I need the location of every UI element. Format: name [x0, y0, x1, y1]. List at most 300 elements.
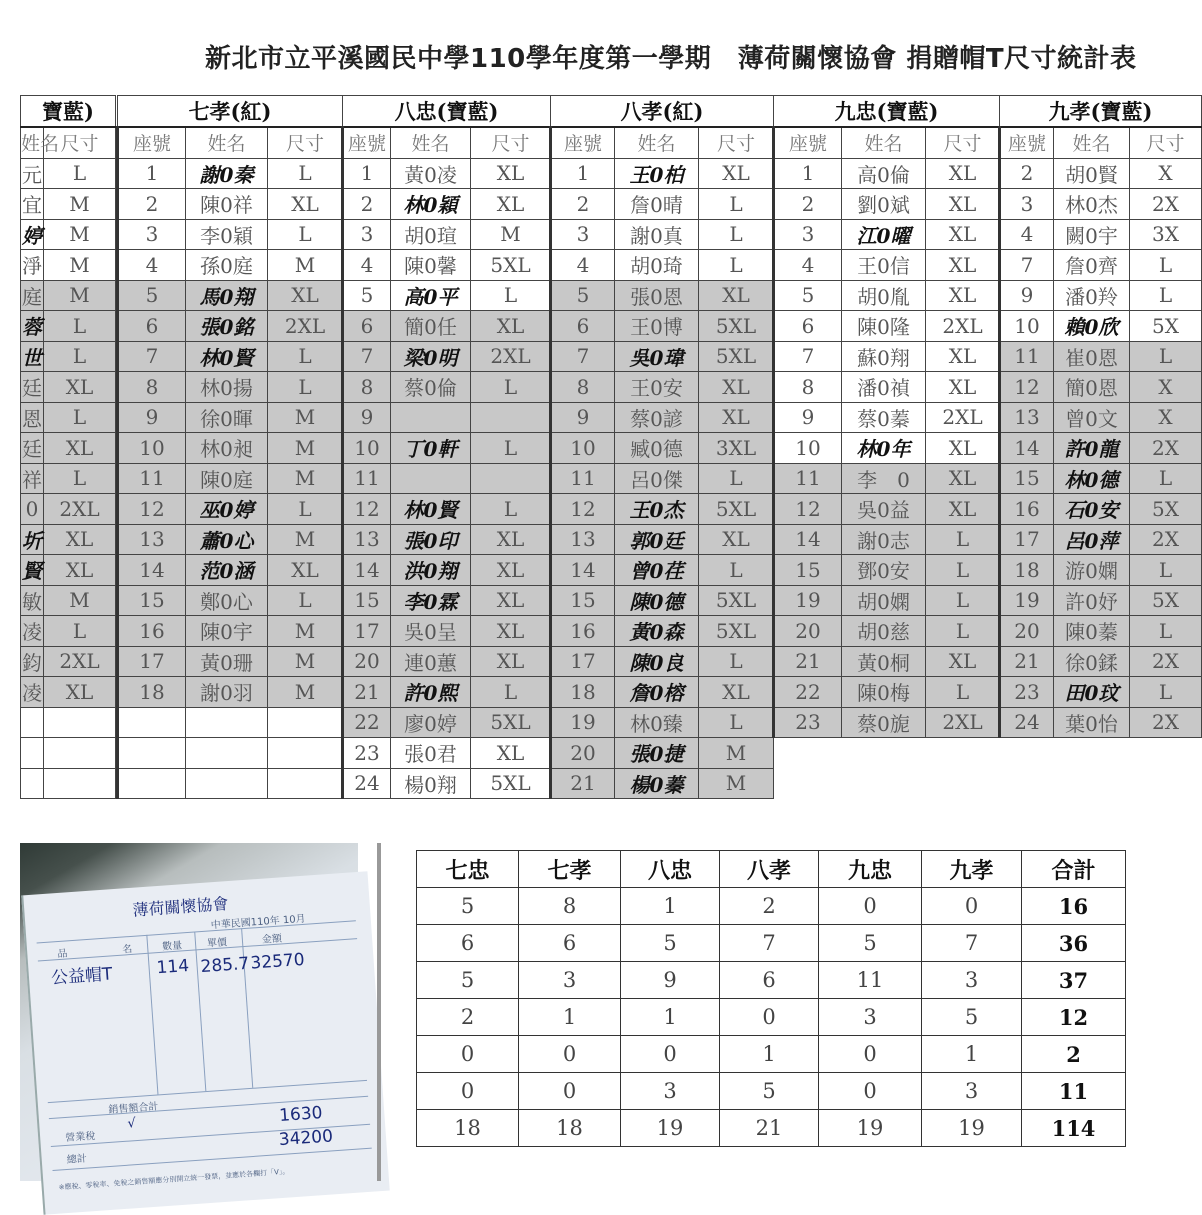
shirt-size: 5XL [471, 250, 551, 281]
student-name: 鄭0心 [186, 585, 268, 616]
table-row [1000, 524, 1202, 555]
summary-cell: 8 [519, 888, 621, 925]
summary-row [417, 888, 1126, 925]
shirt-size: M [44, 189, 116, 220]
shirt-size: XL [926, 250, 1000, 281]
table-row [21, 280, 116, 311]
student-name: 胡0嫻 [842, 585, 926, 616]
col-label-name: 名 [121, 943, 133, 956]
col-label-qty: 數量 [161, 940, 183, 953]
student-name: 王0杰 [615, 494, 699, 525]
name-header: 姓名 [615, 127, 699, 158]
shirt-size: 3X [1130, 219, 1202, 250]
table-row [1000, 463, 1202, 494]
table-row [21, 677, 116, 708]
seat-number: 2 [118, 189, 186, 220]
shirt-size: XL [471, 189, 551, 220]
summary-cell: 3 [819, 999, 922, 1036]
student-name: 張0銘 [186, 311, 268, 342]
table-row [1000, 341, 1202, 372]
seat-number: 10 [1000, 311, 1054, 342]
table-row [1000, 158, 1202, 189]
class-header: 寶藍) [21, 96, 116, 128]
summary-cell: 18 [519, 1110, 621, 1147]
seat-number: 3 [774, 219, 842, 250]
summary-cell: 3 [922, 1073, 1022, 1110]
student-name: 洪0翔 [391, 555, 471, 586]
shirt-size [471, 402, 551, 433]
student-name: 崔0恩 [1054, 341, 1130, 372]
table-row [1000, 219, 1202, 250]
table-row [1000, 433, 1202, 464]
shirt-size: L [1130, 555, 1202, 586]
table-row [774, 707, 1000, 738]
shirt-size: L [926, 616, 1000, 647]
shirt-size: 5XL [699, 585, 774, 616]
table-row [1000, 555, 1202, 586]
student-name: 陳0良 [615, 646, 699, 677]
seat-number: 4 [774, 250, 842, 281]
student-name: 胡0瑄 [391, 219, 471, 250]
table-row [774, 677, 1000, 708]
summary-header-cell: 八忠 [621, 851, 720, 888]
shirt-size: XL [699, 402, 774, 433]
receipt-paper [21, 871, 389, 1214]
shirt-size: L [471, 372, 551, 403]
shirt-size: L [471, 677, 551, 708]
shirt-size: XL [699, 372, 774, 403]
table-row [1000, 677, 1202, 708]
shirt-size: XL [699, 524, 774, 555]
summary-cell: 2 [720, 888, 819, 925]
student-name: 林0穎 [391, 189, 471, 220]
shirt-size: 5X [1130, 494, 1202, 525]
seat-number: 15 [1000, 463, 1054, 494]
shirt-size: 5X [1130, 585, 1202, 616]
shirt-size: M [268, 463, 343, 494]
student-name: 林0臻 [615, 707, 699, 738]
seat-number: 7 [774, 341, 842, 372]
student-name: 丁0軒 [391, 433, 471, 464]
shirt-size: L [44, 158, 116, 189]
table-row [343, 738, 551, 769]
receipt-note: ※應稅、零稅率、免稅之銷售額應分別開立統一發票，並應於各欄打「V」。 [58, 1167, 290, 1192]
student-name: 凌 [21, 616, 44, 647]
summary-cell: 19 [922, 1110, 1022, 1147]
table-row [551, 189, 774, 220]
table-row [21, 738, 116, 769]
seat-number: 12 [118, 494, 186, 525]
name-header: 姓名 [842, 127, 926, 158]
seat-number: 11 [118, 463, 186, 494]
seat-number: 14 [1000, 433, 1054, 464]
table-row [343, 341, 551, 372]
summary-cell: 9 [621, 962, 720, 999]
seat-number: 1 [774, 158, 842, 189]
seat-number: 8 [774, 372, 842, 403]
class-header: 九忠(寶藍) [774, 96, 1000, 128]
shirt-size: XL [471, 158, 551, 189]
student-name: 曾0文 [1054, 402, 1130, 433]
table-row [343, 768, 551, 799]
table-row [551, 402, 774, 433]
seat-number: 8 [551, 372, 615, 403]
shirt-size: L [268, 341, 343, 372]
seat-number: 24 [1000, 707, 1054, 738]
seat-number: 2 [1000, 158, 1054, 189]
shirt-size: XL [926, 189, 1000, 220]
shirt-size: XL [44, 677, 116, 708]
seat-number: 9 [343, 402, 391, 433]
table-row [343, 402, 551, 433]
shirt-size: L [1130, 250, 1202, 281]
student-name [186, 768, 268, 799]
seat-number: 5 [774, 280, 842, 311]
name-header: 姓名 [21, 127, 44, 158]
shirt-size: M [268, 402, 343, 433]
seat-number: 3 [343, 219, 391, 250]
class-table-7z [20, 95, 116, 799]
student-name: 婷 [21, 219, 44, 250]
receipt-unit-price: 285.7 [199, 953, 250, 978]
table-row [21, 494, 116, 525]
seat-number: 2 [774, 189, 842, 220]
grand-total-label: 總計 [66, 1153, 88, 1166]
shirt-size: 5XL [471, 707, 551, 738]
shirt-size: L [926, 585, 1000, 616]
student-name [21, 738, 44, 769]
student-name: 元 [21, 158, 44, 189]
table-row [118, 158, 343, 189]
student-name: 廷 [21, 372, 44, 403]
table-row [21, 768, 116, 799]
summary-header-row [417, 851, 1126, 888]
summary-cell: 1 [621, 888, 720, 925]
student-name: 呂0萍 [1054, 524, 1130, 555]
shirt-size: XL [471, 616, 551, 647]
student-name: 蔡0旎 [842, 707, 926, 738]
student-name: 林0昶 [186, 433, 268, 464]
seat-number: 17 [118, 646, 186, 677]
shirt-size: L [926, 524, 1000, 555]
shirt-size: L [1130, 616, 1202, 647]
student-name: 江0曜 [842, 219, 926, 250]
table-row [551, 524, 774, 555]
shirt-size [268, 707, 343, 738]
receipt-date-label: 中華民國110年 10月 [210, 913, 306, 932]
shirt-size: 5XL [699, 616, 774, 647]
student-name: 蔡0諺 [615, 402, 699, 433]
student-name: 潘0禎 [842, 372, 926, 403]
seat-number: 11 [343, 463, 391, 494]
shirt-size: M [268, 433, 343, 464]
seat-number: 18 [118, 677, 186, 708]
summary-cell: 0 [621, 1036, 720, 1073]
summary-total-cell: 16 [1022, 888, 1126, 925]
summary-cell: 6 [519, 925, 621, 962]
seat-number: 16 [1000, 494, 1054, 525]
seat-number: 11 [1000, 341, 1054, 372]
receipt-amount: 32570 [249, 949, 306, 974]
table-row [1000, 280, 1202, 311]
student-name: 謝0秦 [186, 158, 268, 189]
student-name: 梁0明 [391, 341, 471, 372]
summary-cell: 5 [922, 999, 1022, 1036]
shirt-size: XL [471, 738, 551, 769]
table-row [1000, 311, 1202, 342]
seat-number: 7 [118, 341, 186, 372]
table-row [118, 585, 343, 616]
shirt-size: XL [44, 372, 116, 403]
seat-number: 6 [551, 311, 615, 342]
shirt-size: M [44, 585, 116, 616]
summary-cell: 3 [621, 1073, 720, 1110]
student-name: 李 0 [842, 463, 926, 494]
shirt-size: M [44, 280, 116, 311]
student-name: 黃0森 [615, 616, 699, 647]
student-name [391, 402, 471, 433]
name-header: 姓名 [1054, 127, 1130, 158]
summary-cell: 6 [720, 962, 819, 999]
shirt-size: L [1130, 463, 1202, 494]
shirt-size: X [1130, 158, 1202, 189]
seat-number: 9 [1000, 280, 1054, 311]
class-header: 八忠(寶藍) [343, 96, 551, 128]
student-name: 廷 [21, 433, 44, 464]
summary-cell: 7 [922, 925, 1022, 962]
summary-cell: 11 [819, 962, 922, 999]
seat-number: 22 [774, 677, 842, 708]
student-name: 鈞 [21, 646, 44, 677]
summary-cell: 0 [720, 999, 819, 1036]
shirt-size [44, 768, 116, 799]
class-table-9x [998, 95, 1202, 738]
shirt-size: L [1130, 341, 1202, 372]
shirt-size: XL [268, 555, 343, 586]
summary-cell: 19 [621, 1110, 720, 1147]
shirt-size: L [699, 555, 774, 586]
shirt-size: XL [926, 158, 1000, 189]
table-row [343, 158, 551, 189]
shirt-size: 3XL [699, 433, 774, 464]
shirt-size: L [44, 311, 116, 342]
shirt-size: XL [926, 494, 1000, 525]
seat-number [118, 768, 186, 799]
shirt-size: XL [699, 677, 774, 708]
seat-number: 4 [118, 250, 186, 281]
summary-cell: 7 [720, 925, 819, 962]
table-row [21, 646, 116, 677]
shirt-size: L [699, 219, 774, 250]
summary-header-cell: 七孝 [519, 851, 621, 888]
table-row [774, 494, 1000, 525]
shirt-size: XL [471, 646, 551, 677]
shirt-size: XL [926, 646, 1000, 677]
shirt-size: M [268, 616, 343, 647]
student-name: 馬0翔 [186, 280, 268, 311]
student-name: 王0安 [615, 372, 699, 403]
table-row [774, 585, 1000, 616]
table-row [551, 250, 774, 281]
seat-number: 7 [343, 341, 391, 372]
table-row [551, 768, 774, 799]
summary-total-cell: 2 [1022, 1036, 1126, 1073]
student-name: 徐0暉 [186, 402, 268, 433]
shirt-size: XL [44, 433, 116, 464]
table-row [343, 372, 551, 403]
seat-number: 24 [343, 768, 391, 799]
student-name: 謝0志 [842, 524, 926, 555]
student-name: 呂0傑 [615, 463, 699, 494]
student-name: 蕭0心 [186, 524, 268, 555]
seat-number: 14 [551, 555, 615, 586]
student-name: 庭 [21, 280, 44, 311]
table-row [551, 463, 774, 494]
receipt-total: 34200 [278, 1126, 334, 1151]
table-row [21, 707, 116, 738]
shirt-size: XL [44, 524, 116, 555]
table-row [343, 585, 551, 616]
student-name: 簡0恩 [1054, 372, 1130, 403]
shirt-size: XL [44, 555, 116, 586]
shirt-size: 5XL [699, 311, 774, 342]
shirt-size: M [268, 646, 343, 677]
table-row [118, 311, 343, 342]
summary-cell: 0 [417, 1073, 519, 1110]
summary-row [417, 1110, 1126, 1147]
student-name: 林0杰 [1054, 189, 1130, 220]
seat-number: 12 [1000, 372, 1054, 403]
student-name: 曾0荏 [615, 555, 699, 586]
student-name: 簡0任 [391, 311, 471, 342]
seat-number: 9 [551, 402, 615, 433]
seat-number: 15 [551, 585, 615, 616]
table-row [343, 280, 551, 311]
seat-number: 14 [774, 524, 842, 555]
table-row [21, 250, 116, 281]
summary-cell: 1 [621, 999, 720, 1036]
summary-header-cell: 八孝 [720, 851, 819, 888]
shirt-size: XL [926, 219, 1000, 250]
table-row [774, 402, 1000, 433]
seat-number: 13 [118, 524, 186, 555]
seat-number: 13 [1000, 402, 1054, 433]
seat-number: 2 [551, 189, 615, 220]
student-name: 胡0賢 [1054, 158, 1130, 189]
seat-number: 15 [343, 585, 391, 616]
table-row [551, 646, 774, 677]
seat-number: 11 [551, 463, 615, 494]
student-name: 詹0晴 [615, 189, 699, 220]
class-table-8x [549, 95, 774, 799]
summary-cell: 19 [819, 1110, 922, 1147]
summary-cell: 1 [720, 1036, 819, 1073]
seat-number: 4 [1000, 219, 1054, 250]
shirt-size: 5XL [699, 494, 774, 525]
shirt-size: L [44, 341, 116, 372]
seat-number: 23 [774, 707, 842, 738]
shirt-size: L [268, 372, 343, 403]
shirt-size: L [268, 494, 343, 525]
size-header: 尺寸 [44, 127, 116, 158]
receipt-customer: 薄荷關懷協會 [131, 894, 230, 920]
shirt-size: L [471, 280, 551, 311]
class-header: 七孝(紅) [118, 96, 343, 128]
seat-number: 5 [551, 280, 615, 311]
table-row [551, 219, 774, 250]
student-name: 恩 [21, 402, 44, 433]
table-row [21, 341, 116, 372]
sales-total-label: 銷售額合計 [108, 1101, 159, 1116]
seat-number: 3 [1000, 189, 1054, 220]
student-name: 高0倫 [842, 158, 926, 189]
seat-header: 座號 [774, 127, 842, 158]
shirt-size: XL [471, 524, 551, 555]
seat-number: 11 [774, 463, 842, 494]
student-name: 0 [21, 494, 44, 525]
table-row [118, 707, 343, 738]
seat-number [118, 738, 186, 769]
seat-number: 8 [118, 372, 186, 403]
summary-cell: 2 [417, 999, 519, 1036]
student-name: 林0年 [842, 433, 926, 464]
student-name: 凌 [21, 677, 44, 708]
shirt-size: L [44, 463, 116, 494]
student-name: 許0龍 [1054, 433, 1130, 464]
size-header: 尺寸 [1130, 127, 1202, 158]
student-name: 劉0斌 [842, 189, 926, 220]
seat-number: 1 [343, 158, 391, 189]
shirt-size: M [268, 677, 343, 708]
summary-cell: 0 [922, 888, 1022, 925]
student-name: 蘇0翔 [842, 341, 926, 372]
table-row [551, 677, 774, 708]
table-row [21, 219, 116, 250]
student-name: 許0妤 [1054, 585, 1130, 616]
shirt-size: 2XL [471, 341, 551, 372]
seat-number: 16 [118, 616, 186, 647]
student-name: 黃0桐 [842, 646, 926, 677]
summary-row [417, 1073, 1126, 1110]
student-name: 蔡0蓁 [842, 402, 926, 433]
summary-cell: 18 [417, 1110, 519, 1147]
table-row [1000, 494, 1202, 525]
student-name: 徐0鍒 [1054, 646, 1130, 677]
shirt-size [44, 738, 116, 769]
student-name: 蔡0倫 [391, 372, 471, 403]
shirt-size: L [471, 433, 551, 464]
seat-number: 10 [551, 433, 615, 464]
shirt-size: L [699, 646, 774, 677]
shirt-size: XL [926, 280, 1000, 311]
table-row [343, 189, 551, 220]
seat-number: 23 [1000, 677, 1054, 708]
seat-header: 座號 [1000, 127, 1054, 158]
summary-row [417, 925, 1126, 962]
seat-number: 9 [774, 402, 842, 433]
summary-cell: 5 [417, 962, 519, 999]
receipt-qty: 114 [155, 955, 190, 979]
table-row [343, 311, 551, 342]
seat-number: 8 [343, 372, 391, 403]
table-row [1000, 250, 1202, 281]
shirt-size: L [1130, 280, 1202, 311]
student-name: 王0柏 [615, 158, 699, 189]
seat-number: 6 [343, 311, 391, 342]
table-row [118, 555, 343, 586]
table-row [118, 372, 343, 403]
size-header: 尺寸 [268, 127, 343, 158]
